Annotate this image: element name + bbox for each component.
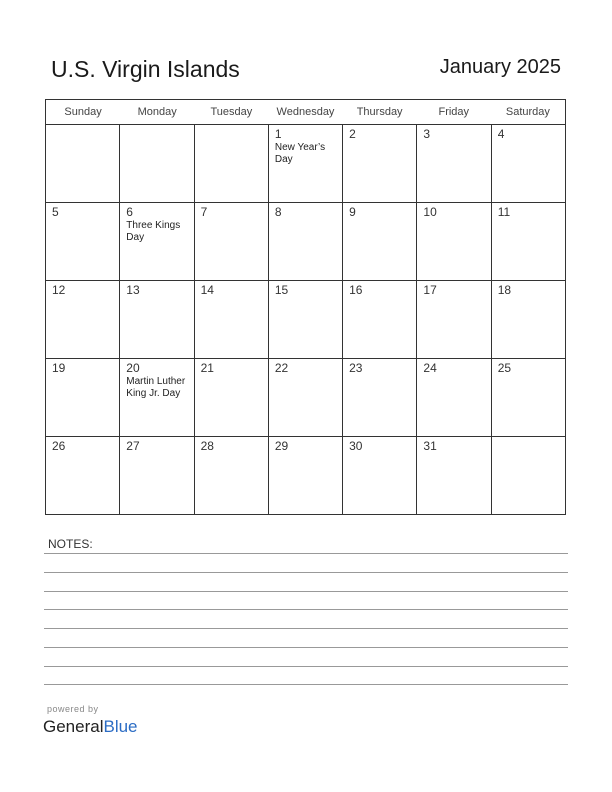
- day-number: 19: [52, 361, 66, 375]
- day-cell: [417, 203, 491, 280]
- weekday-label: Sunday: [64, 106, 102, 118]
- day-cell: [417, 359, 491, 436]
- note-line: [44, 666, 568, 667]
- day-number: 11: [497, 205, 511, 219]
- day-cell: [492, 125, 565, 202]
- holiday-label: Martin Luther King Jr. Day: [126, 376, 186, 399]
- day-cell: [120, 281, 194, 358]
- day-cell: [120, 203, 194, 280]
- day-cell: [492, 281, 565, 358]
- notes-label: NOTES:: [48, 537, 93, 551]
- day-number: 9: [349, 205, 356, 219]
- day-cell: [195, 359, 269, 436]
- day-number: 15: [274, 283, 289, 297]
- calendar-grid: [45, 99, 566, 515]
- brand-general: General: [43, 717, 104, 736]
- day-number: 25: [497, 361, 512, 375]
- month-title: January 2025: [439, 56, 561, 78]
- day-cell: [120, 437, 194, 514]
- day-cell: [269, 281, 343, 358]
- day-number: 28: [200, 439, 214, 453]
- holiday-label: Three Kings Day: [126, 220, 181, 243]
- day-number: 20: [126, 361, 140, 375]
- note-line: [44, 684, 568, 685]
- weekday-label: Wednesday: [276, 106, 335, 118]
- week-row: [46, 281, 565, 359]
- day-cell: [46, 125, 120, 202]
- day-cell: [195, 203, 269, 280]
- day-cell: [269, 437, 343, 514]
- weekday-header-row: [46, 100, 565, 125]
- day-cell: [343, 359, 417, 436]
- day-number: 10: [423, 205, 437, 219]
- day-number: 7: [200, 205, 208, 219]
- day-number: 17: [423, 283, 437, 297]
- day-number: 2: [349, 127, 356, 141]
- note-line: [44, 591, 568, 592]
- day-number: 4: [497, 127, 505, 141]
- week-row: [46, 125, 565, 203]
- note-line: [44, 628, 568, 629]
- day-number: 23: [349, 361, 363, 375]
- weekday-label: Friday: [438, 106, 470, 118]
- day-number: 3: [423, 127, 431, 141]
- day-cell: [417, 437, 491, 514]
- day-number: 24: [423, 361, 437, 375]
- weekday-label: Saturday: [505, 106, 550, 118]
- day-number: 6: [126, 205, 133, 219]
- day-number: 1: [274, 127, 282, 141]
- day-cell: [120, 359, 194, 436]
- day-cell: [492, 203, 565, 280]
- day-number: 30: [349, 439, 363, 453]
- note-line: [44, 553, 568, 554]
- brand-blue: Blue: [103, 717, 138, 736]
- day-number: 13: [126, 283, 140, 297]
- weekday-label: Tuesday: [210, 106, 253, 118]
- day-number: 8: [274, 205, 282, 219]
- week-row: [46, 359, 565, 437]
- day-cell: [417, 125, 491, 202]
- powered-by-text: powered by: [47, 704, 99, 714]
- day-number: 14: [200, 283, 214, 297]
- day-cell: [343, 281, 417, 358]
- day-number: 27: [126, 439, 140, 453]
- week-row: [46, 203, 565, 281]
- country-title: U.S. Virgin Islands: [51, 56, 240, 82]
- day-cell: [195, 437, 269, 514]
- day-number: 22: [274, 361, 289, 375]
- day-number: 5: [52, 205, 59, 219]
- day-number: 12: [52, 283, 66, 297]
- week-row: [46, 437, 565, 514]
- weekday-label: Thursday: [356, 106, 403, 118]
- day-number: 31: [423, 439, 437, 453]
- weekday-label: Monday: [137, 106, 177, 118]
- day-number: 26: [52, 439, 66, 453]
- note-line: [44, 609, 568, 610]
- day-number: 16: [349, 283, 363, 297]
- day-cell: [195, 281, 269, 358]
- day-cell: [492, 359, 565, 436]
- day-cell: [46, 203, 120, 280]
- day-cell: [492, 437, 565, 514]
- day-cell: [195, 125, 269, 202]
- day-cell: [46, 281, 120, 358]
- day-number: 21: [200, 361, 214, 375]
- calendar-header: [51, 56, 561, 86]
- day-cell: [269, 359, 343, 436]
- day-number: 18: [497, 283, 512, 297]
- brand-logo: [43, 717, 138, 737]
- weeks-container: [46, 125, 565, 514]
- day-cell: [46, 359, 120, 436]
- note-line: [44, 647, 568, 648]
- day-cell: [46, 437, 120, 514]
- day-cell: [343, 437, 417, 514]
- day-cell: [417, 281, 491, 358]
- day-cell: [343, 203, 417, 280]
- day-number: 29: [274, 439, 289, 453]
- day-cell: [269, 203, 343, 280]
- note-line: [44, 572, 568, 573]
- day-cell: [343, 125, 417, 202]
- day-cell: [269, 125, 343, 202]
- day-cell: [120, 125, 194, 202]
- holiday-label: New Year’s Day: [274, 142, 326, 165]
